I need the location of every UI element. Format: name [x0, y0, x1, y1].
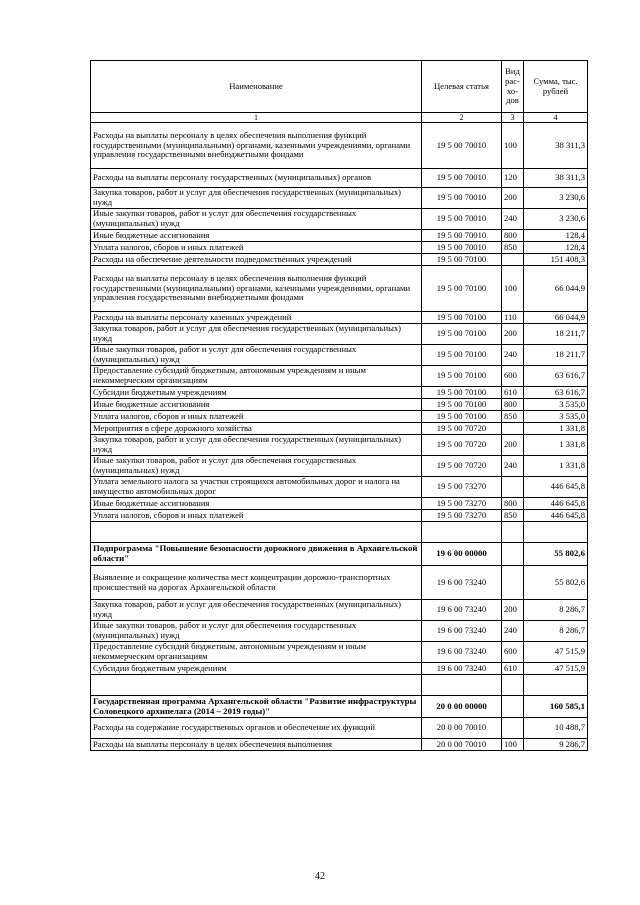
row-target-code	[422, 522, 502, 543]
row-expense-type: 800	[502, 498, 524, 510]
row-name: Расходы на выплаты персоналу казенных учреждений	[91, 312, 422, 324]
row-expense-type: 200	[502, 600, 524, 621]
table-row	[91, 387, 588, 399]
row-expense-type	[502, 522, 524, 543]
row-sum: 3 230,6	[524, 188, 588, 209]
row-sum: 3 535,0	[524, 411, 588, 423]
row-name: Иные закупки товаров, работ и услуг для обеспечения государственных (муниципальных) нужд	[91, 456, 422, 477]
table-row	[91, 312, 588, 324]
row-target-code: 19 6 00 00000	[422, 543, 502, 566]
row-target-code: 19 5 00 70100	[422, 312, 502, 324]
row-expense-type: 240	[502, 345, 524, 366]
table-row	[91, 621, 588, 642]
table-row	[91, 435, 588, 456]
row-target-code: 19 5 00 70010	[422, 209, 502, 230]
row-name: Уплата земельного налога за участки строящихся автомобильных дорог и налога на имущество автомобильных дорог	[91, 477, 422, 498]
table-row	[91, 739, 588, 751]
table-row	[91, 456, 588, 477]
row-target-code: 20 0 00 70010	[422, 739, 502, 751]
row-expense-type: 850	[502, 510, 524, 522]
row-sum: 128,4	[524, 230, 588, 242]
header-target: Целевая статья	[422, 61, 502, 113]
row-name: Закупка товаров, работ и услуг для обеспечения государственных (муниципальных) нужд	[91, 188, 422, 209]
row-target-code: 19 5 00 70100	[422, 366, 502, 387]
row-sum: 8 286,7	[524, 621, 588, 642]
row-name: Иные бюджетные ассигнования	[91, 230, 422, 242]
table-row	[91, 642, 588, 663]
row-expense-type	[502, 675, 524, 696]
row-name: Расходы на выплаты персоналу в целях обеспечения выполнения	[91, 739, 422, 751]
row-name: Расходы на обеспечение деятельности подведомственных учреждений	[91, 254, 422, 266]
row-name: Иные бюджетные ассигнования	[91, 399, 422, 411]
row-expense-type: 200	[502, 324, 524, 345]
table-row	[91, 266, 588, 312]
table-row	[91, 230, 588, 242]
row-sum: 8 286,7	[524, 600, 588, 621]
row-name: Расходы на выплаты персоналу в целях обеспечения выполнения функций государственными (муниципальными) органами, казенными учреждениями, органами управления государственными внебюджетными фондами	[91, 266, 422, 312]
row-target-code: 19 6 00 73240	[422, 621, 502, 642]
row-expense-type	[502, 254, 524, 266]
row-expense-type: 800	[502, 399, 524, 411]
row-name: Предоставление субсидий бюджетным, автономным учреждениям и иным некоммерческим организациям	[91, 366, 422, 387]
table-row	[91, 566, 588, 600]
table-row	[91, 477, 588, 498]
row-name: Иные бюджетные ассигнования	[91, 498, 422, 510]
row-sum	[524, 675, 588, 696]
row-name: Государственная программа Архангельской области "Развитие инфраструктуры Соловецкого архипелага (2014 – 2019 годы)"	[91, 696, 422, 718]
column-number: 3	[502, 113, 524, 123]
row-name: Иные закупки товаров, работ и услуг для обеспечения государственных (муниципальных) нужд	[91, 209, 422, 230]
row-target-code: 19 5 00 70100	[422, 345, 502, 366]
row-target-code: 19 6 00 73240	[422, 566, 502, 600]
row-name: Закупка товаров, работ и услуг для обеспечения государственных (муниципальных) нужд	[91, 600, 422, 621]
row-name: Уплата налогов, сборов и иных платежей	[91, 510, 422, 522]
table-row	[91, 718, 588, 739]
table-row	[91, 188, 588, 209]
row-expense-type: 850	[502, 242, 524, 254]
column-number-row	[91, 113, 588, 123]
table-row	[91, 696, 588, 718]
table-row	[91, 345, 588, 366]
row-name: Уплата налогов, сборов и иных платежей	[91, 411, 422, 423]
row-sum: 446 645,8	[524, 477, 588, 498]
row-name: Выявление и сокращение количества мест концентрации дорожно-транспортных происшествий на дорогах Архангельской области	[91, 566, 422, 600]
row-target-code: 19 5 00 70100	[422, 254, 502, 266]
row-name: Иные закупки товаров, работ и услуг для обеспечения государственных (муниципальных) нужд	[91, 621, 422, 642]
row-name: Расходы на выплаты персоналу в целях обеспечения выполнения функций государственными (муниципальными) органами, казенными учреждениями, органами управления государственными внебюджетными фондами	[91, 123, 422, 169]
table-row	[91, 498, 588, 510]
row-expense-type: 600	[502, 642, 524, 663]
row-sum: 3 535,0	[524, 399, 588, 411]
table-row	[91, 242, 588, 254]
row-sum: 1 331,8	[524, 435, 588, 456]
table-row	[91, 600, 588, 621]
row-name: Субсидии бюджетным учреждениям	[91, 663, 422, 675]
row-sum: 18 211,7	[524, 345, 588, 366]
row-sum: 18 211,7	[524, 324, 588, 345]
row-sum: 47 515,9	[524, 642, 588, 663]
row-name: Закупка товаров, работ и услуг для обеспечения государственных (муниципальных) нужд	[91, 324, 422, 345]
row-expense-type: 240	[502, 621, 524, 642]
row-expense-type: 110	[502, 312, 524, 324]
row-target-code: 19 6 00 73240	[422, 642, 502, 663]
row-expense-type: 100	[502, 123, 524, 169]
row-expense-type: 100	[502, 739, 524, 751]
row-target-code	[422, 675, 502, 696]
row-sum	[524, 522, 588, 543]
row-expense-type	[502, 566, 524, 600]
table-row	[91, 169, 588, 188]
table-row	[91, 543, 588, 566]
row-expense-type: 240	[502, 209, 524, 230]
column-number: 4	[524, 113, 588, 123]
row-sum: 151 408,3	[524, 254, 588, 266]
row-target-code: 19 5 00 70010	[422, 169, 502, 188]
row-expense-type	[502, 718, 524, 739]
row-expense-type: 200	[502, 435, 524, 456]
row-sum: 63 616,7	[524, 366, 588, 387]
row-sum: 66 044,9	[524, 312, 588, 324]
table-row	[91, 123, 588, 169]
header-sum: Сумма, тыс. рублей	[524, 61, 588, 113]
row-target-code: 19 6 00 73240	[422, 600, 502, 621]
table-row	[91, 423, 588, 435]
row-name: Иные закупки товаров, работ и услуг для обеспечения государственных (муниципальных) нужд	[91, 345, 422, 366]
row-target-code: 19 5 00 73270	[422, 510, 502, 522]
table-row	[91, 209, 588, 230]
page-number: 42	[315, 871, 325, 882]
row-expense-type: 610	[502, 663, 524, 675]
row-name: Субсидии бюджетным учреждениям	[91, 387, 422, 399]
table-row	[91, 324, 588, 345]
row-expense-type: 800	[502, 230, 524, 242]
row-name: Расходы на содержание государственных органов и обеспечение их функций	[91, 718, 422, 739]
header-name: Наименование	[91, 61, 422, 113]
row-name	[91, 522, 422, 543]
row-sum: 446 645,8	[524, 498, 588, 510]
row-name: Закупка товаров, работ и услуг для обеспечения государственных (муниципальных) нужд	[91, 435, 422, 456]
row-sum: 9 286,7	[524, 739, 588, 751]
row-expense-type: 120	[502, 169, 524, 188]
budget-table	[90, 60, 588, 751]
row-expense-type: 610	[502, 387, 524, 399]
row-sum: 47 515,9	[524, 663, 588, 675]
row-sum: 1 331,8	[524, 456, 588, 477]
row-target-code: 19 5 00 70720	[422, 423, 502, 435]
row-expense-type	[502, 543, 524, 566]
row-expense-type	[502, 477, 524, 498]
row-name: Подпрограмма "Повышение безопасности дорожного движения в Архангельской области"	[91, 543, 422, 566]
row-sum: 55 802,6	[524, 543, 588, 566]
table-body	[91, 123, 588, 751]
spacer-row	[91, 675, 588, 696]
row-sum: 38 311,3	[524, 169, 588, 188]
row-target-code: 19 5 00 70010	[422, 230, 502, 242]
row-target-code: 19 5 00 70720	[422, 456, 502, 477]
row-target-code: 19 5 00 70010	[422, 123, 502, 169]
row-name	[91, 675, 422, 696]
row-target-code: 19 5 00 73270	[422, 477, 502, 498]
header-row	[91, 61, 588, 113]
header-type: Вид рас-хо-дов	[502, 61, 524, 113]
row-expense-type: 600	[502, 366, 524, 387]
row-target-code: 19 5 00 70100	[422, 266, 502, 312]
row-target-code: 19 5 00 70010	[422, 242, 502, 254]
row-target-code: 19 5 00 70100	[422, 324, 502, 345]
row-expense-type	[502, 423, 524, 435]
table-row	[91, 510, 588, 522]
row-name: Уплата налогов, сборов и иных платежей	[91, 242, 422, 254]
row-sum: 446 645,8	[524, 510, 588, 522]
row-sum: 66 044,9	[524, 266, 588, 312]
row-name: Мероприятия в сфере дорожного хозяйства	[91, 423, 422, 435]
row-target-code: 20 0 00 00000	[422, 696, 502, 718]
row-target-code: 19 5 00 73270	[422, 498, 502, 510]
row-target-code: 19 5 00 70100	[422, 387, 502, 399]
row-expense-type: 240	[502, 456, 524, 477]
row-sum: 1 331,8	[524, 423, 588, 435]
row-sum: 10 488,7	[524, 718, 588, 739]
row-expense-type	[502, 696, 524, 718]
row-name: Расходы на выплаты персоналу государственных (муниципальных) органов	[91, 169, 422, 188]
row-target-code: 19 5 00 70010	[422, 188, 502, 209]
table-row	[91, 254, 588, 266]
row-target-code: 19 5 00 70100	[422, 411, 502, 423]
table-row	[91, 411, 588, 423]
row-name: Предоставление субсидий бюджетным, автономным учреждениям и иным некоммерческим организациям	[91, 642, 422, 663]
row-sum: 55 802,6	[524, 566, 588, 600]
row-expense-type: 200	[502, 188, 524, 209]
table-row	[91, 663, 588, 675]
column-number: 2	[422, 113, 502, 123]
row-sum: 160 585,1	[524, 696, 588, 718]
row-target-code: 20 0 00 70010	[422, 718, 502, 739]
row-target-code: 19 5 00 70720	[422, 435, 502, 456]
row-sum: 63 616,7	[524, 387, 588, 399]
row-target-code: 19 6 00 73240	[422, 663, 502, 675]
table-row	[91, 366, 588, 387]
row-sum: 128,4	[524, 242, 588, 254]
row-expense-type: 100	[502, 266, 524, 312]
spacer-row	[91, 522, 588, 543]
table-row	[91, 399, 588, 411]
row-sum: 38 311,3	[524, 123, 588, 169]
row-expense-type: 850	[502, 411, 524, 423]
column-number: 1	[91, 113, 422, 123]
row-sum: 3 230,6	[524, 209, 588, 230]
row-target-code: 19 5 00 70100	[422, 399, 502, 411]
